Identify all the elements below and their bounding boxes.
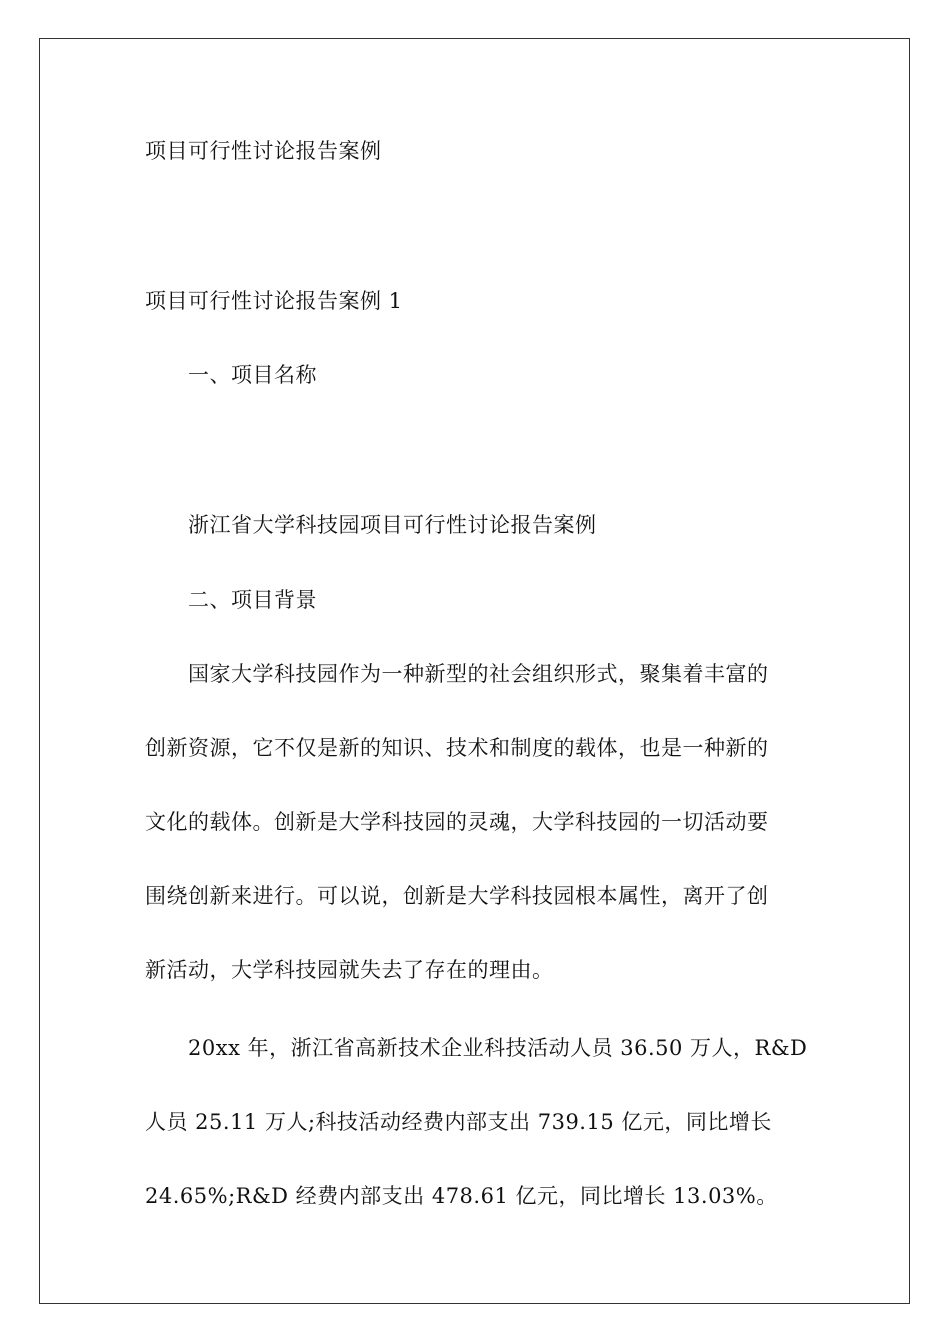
paragraph2-line: 24.65%;R&D 经费内部支出 478.61 亿元，同比增长 13.03%。	[145, 1184, 778, 1208]
paragraph1-line: 新活动，大学科技园就失去了存在的理由。	[145, 958, 554, 982]
project-name: 浙江省大学科技园项目可行性讨论报告案例	[188, 513, 597, 537]
paragraph1-line: 国家大学科技园作为一种新型的社会组织形式，聚集着丰富的	[188, 662, 769, 686]
document-title: 项目可行性讨论报告案例	[145, 139, 382, 163]
paragraph1-line: 围绕创新来进行。可以说，创新是大学科技园根本属性，离开了创	[145, 884, 769, 908]
section1-heading: 一、项目名称	[188, 363, 317, 387]
section2-heading: 二、项目背景	[188, 588, 317, 612]
paragraph2-line: 20xx 年，浙江省高新技术企业科技活动人员 36.50 万人，R&D	[188, 1036, 808, 1060]
document-subtitle: 项目可行性讨论报告案例 1	[145, 289, 403, 313]
paragraph1-line: 创新资源，它不仅是新的知识、技术和制度的载体，也是一种新的	[145, 736, 769, 760]
paragraph1-line: 文化的载体。创新是大学科技园的灵魂，大学科技园的一切活动要	[145, 810, 769, 834]
paragraph2-line: 人员 25.11 万人;科技活动经费内部支出 739.15 亿元，同比增长	[145, 1110, 772, 1134]
